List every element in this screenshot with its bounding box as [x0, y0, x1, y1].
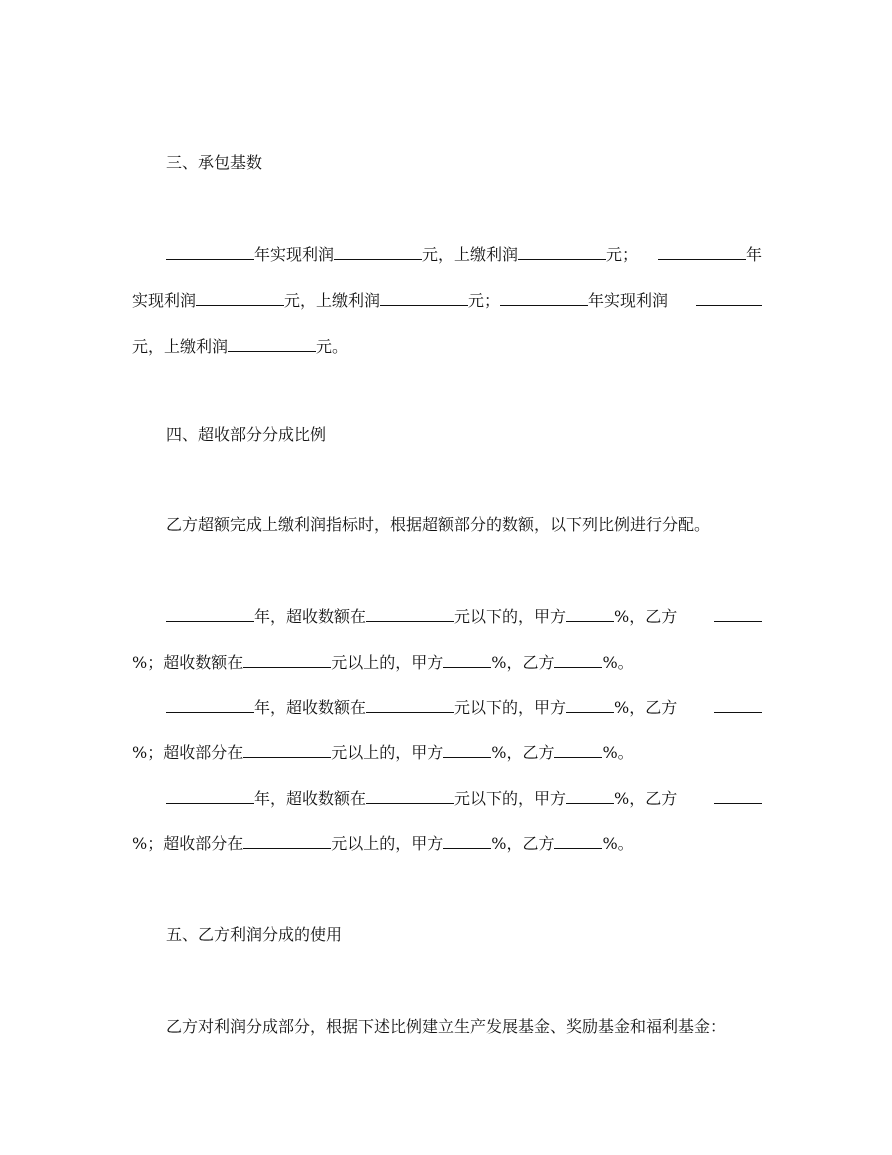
blank-field[interactable] — [380, 288, 468, 306]
distribution-row-1a: 年，超收数额在 元以下的，甲方 %，乙方 — [166, 604, 762, 628]
blank-field[interactable] — [366, 786, 454, 804]
section-5-heading: 五、乙方利润分成的使用 — [166, 925, 343, 944]
blank-field[interactable] — [443, 740, 491, 758]
blank-field[interactable] — [243, 831, 331, 849]
blank-field[interactable] — [334, 242, 422, 260]
distribution-row-3a: 年，超收数额在 元以下的，甲方 %，乙方 — [166, 786, 762, 810]
blank-field[interactable] — [658, 242, 746, 260]
distribution-row-3b: %；超收部分在 元以上的，甲方 %，乙方 %。 — [132, 831, 762, 855]
blank-field[interactable] — [566, 786, 614, 804]
blank-field[interactable] — [196, 288, 284, 306]
blank-field[interactable] — [166, 786, 254, 804]
section-3-line-3: 元，上缴利润 元。 — [132, 334, 762, 358]
blank-field[interactable] — [166, 695, 254, 713]
blank-field[interactable] — [166, 604, 254, 622]
blank-field[interactable] — [228, 334, 316, 352]
blank-field[interactable] — [554, 740, 602, 758]
blank-field[interactable] — [166, 242, 254, 260]
blank-field[interactable] — [243, 650, 331, 668]
section-3-line-1: 年实现利润 元，上缴利润 元； 年 — [166, 242, 762, 266]
section-3-heading: 三、承包基数 — [166, 153, 263, 172]
blank-field[interactable] — [243, 740, 331, 758]
section-3-line-2: 实现利润 元，上缴利润 元； 年实现利润 — [132, 288, 762, 312]
distribution-row-2b: %；超收部分在 元以上的，甲方 %，乙方 %。 — [132, 740, 762, 764]
blank-field[interactable] — [443, 831, 491, 849]
blank-field[interactable] — [518, 242, 606, 260]
blank-field[interactable] — [696, 288, 762, 306]
distribution-row-1b: %；超收数额在 元以上的，甲方 %，乙方 %。 — [132, 650, 762, 674]
blank-field[interactable] — [566, 604, 614, 622]
blank-field[interactable] — [366, 695, 454, 713]
blank-field[interactable] — [566, 695, 614, 713]
section-4-intro: 乙方超额完成上缴利润指标时，根据超额部分的数额，以下列比例进行分配。 — [166, 515, 711, 534]
blank-field[interactable] — [443, 650, 491, 668]
blank-field[interactable] — [714, 695, 762, 713]
blank-field[interactable] — [554, 650, 602, 668]
blank-field[interactable] — [714, 786, 762, 804]
distribution-row-2a: 年，超收数额在 元以下的，甲方 %，乙方 — [166, 695, 762, 719]
blank-field[interactable] — [366, 604, 454, 622]
blank-field[interactable] — [500, 288, 588, 306]
blank-field[interactable] — [714, 604, 762, 622]
blank-field[interactable] — [554, 831, 602, 849]
section-4-heading: 四、超收部分分成比例 — [166, 425, 327, 444]
section-5-intro: 乙方对利润分成部分，根据下述比例建立生产发展基金、奖励基金和福利基金： — [166, 1017, 727, 1036]
